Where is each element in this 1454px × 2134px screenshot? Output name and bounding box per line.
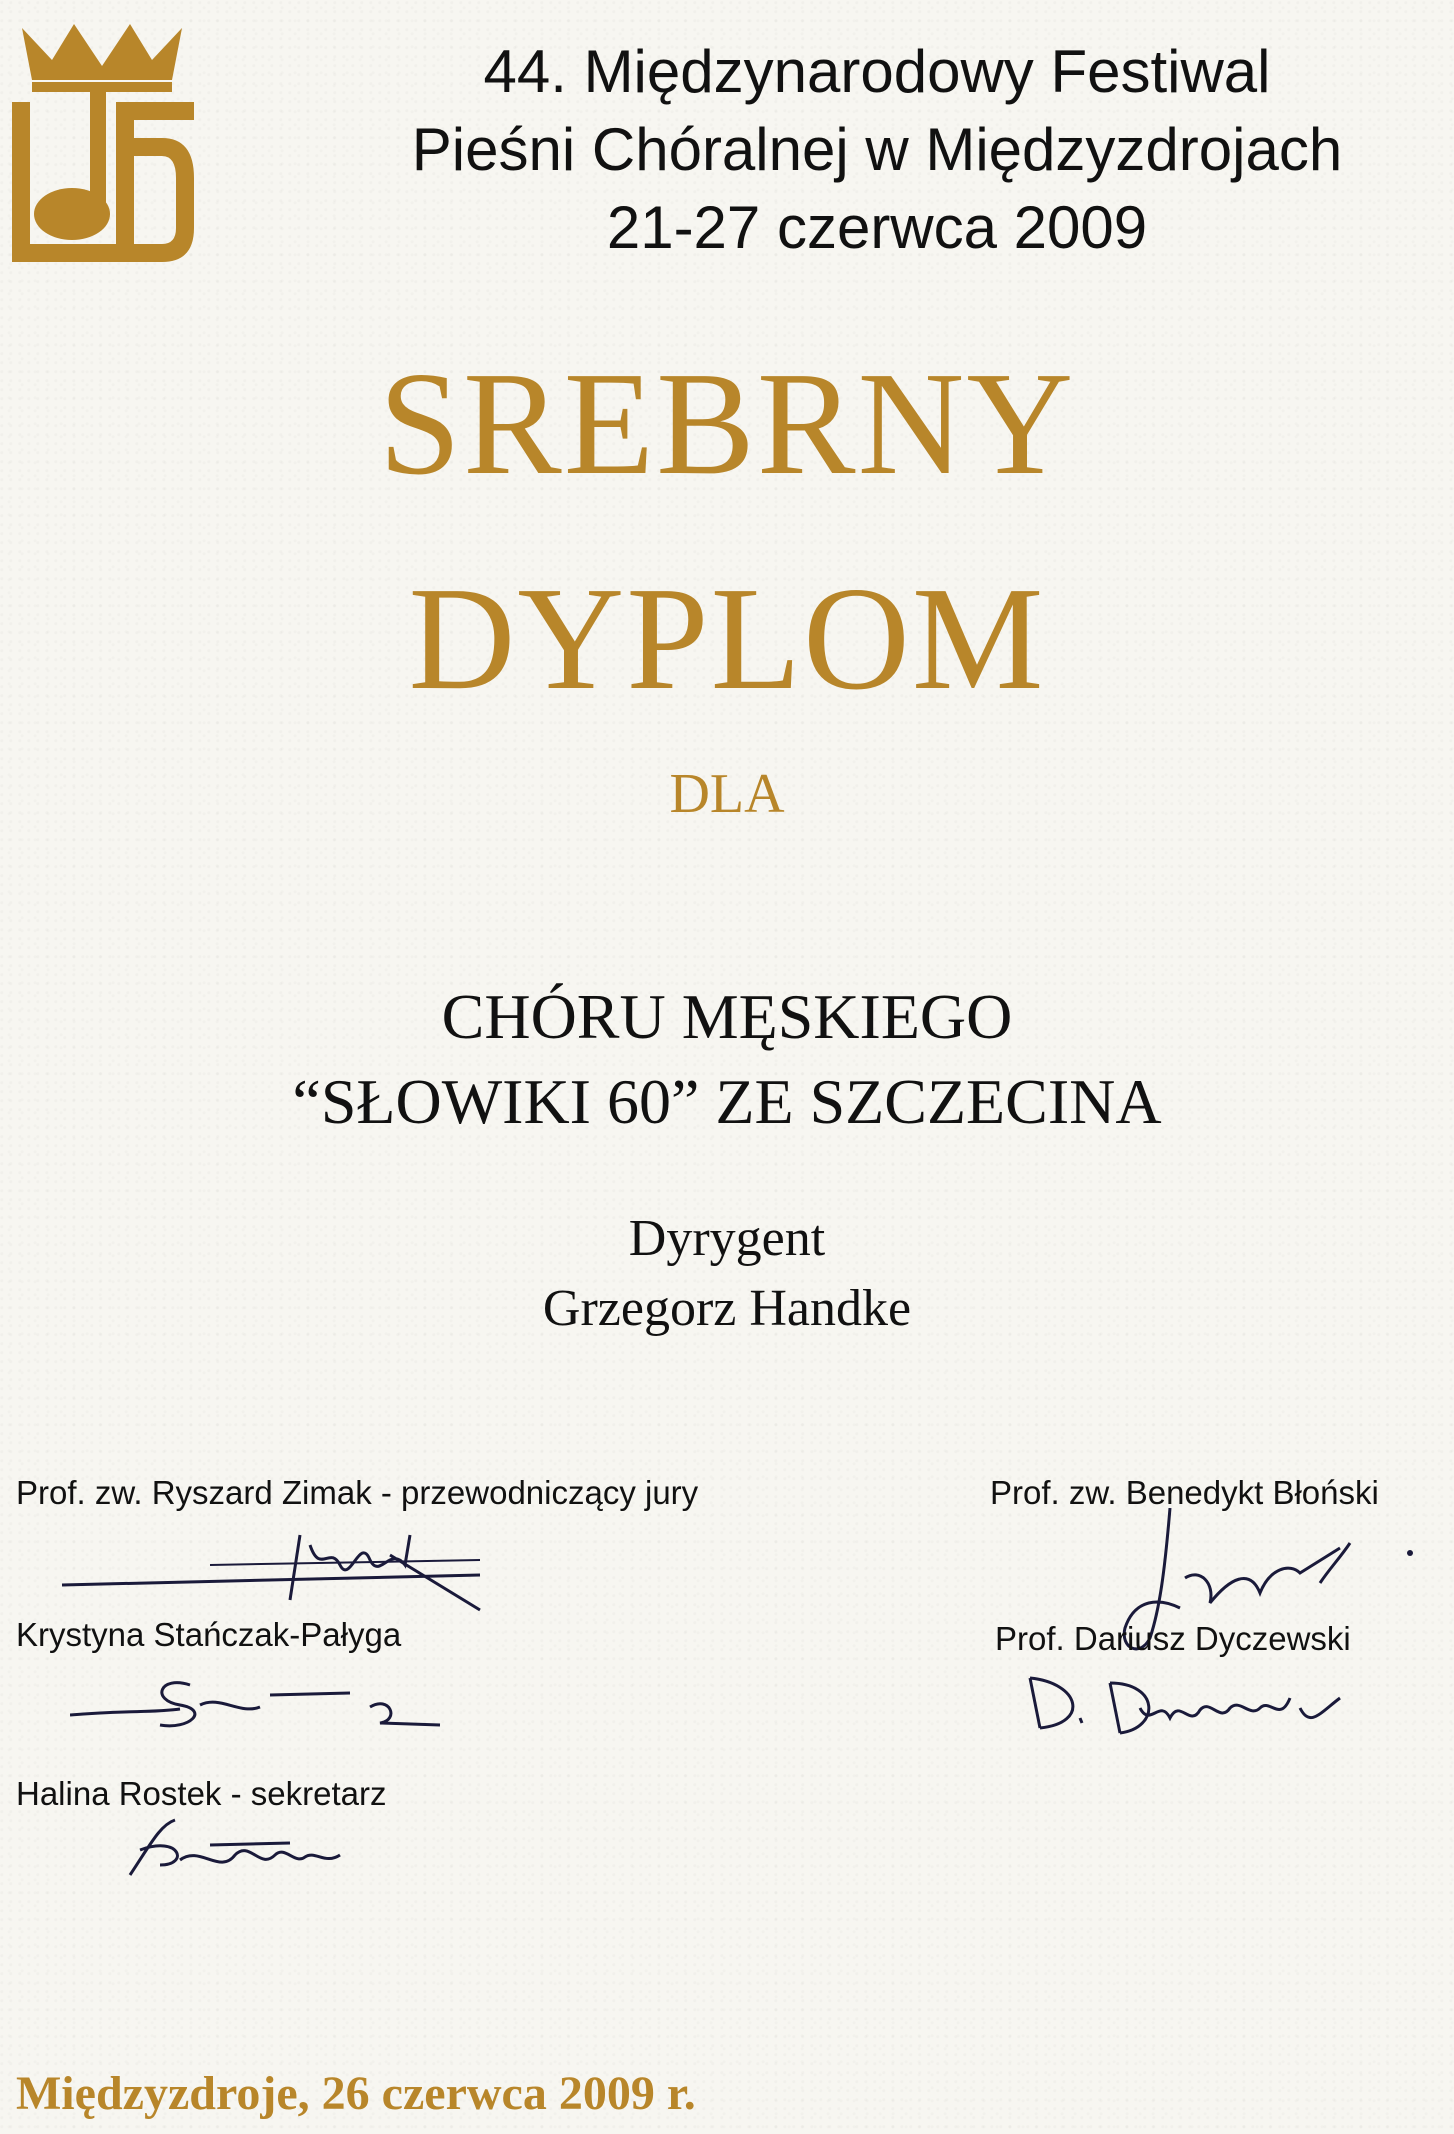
signature-rostek [120,1805,350,1895]
recipient-line-2: “SŁOWIKI 60” ZE SZCZECINA [292,1066,1162,1137]
jury-member-blonski: Prof. zw. Benedykt Błoński [990,1474,1379,1511]
jury-secretary-rostek: Halina Rostek - sekretarz [16,1775,387,1812]
signature-dyczewski [1020,1668,1360,1758]
conductor-name: Grzegorz Handke [542,1280,912,1337]
diploma-title-srebrny: SREBRNY [378,342,1076,506]
festival-title-line-2: Pieśni Chóralnej w Międzyzdrojach [411,116,1343,183]
festival-dates: 21-27 czerwca 2009 [606,194,1148,261]
place-and-date: Międzyzdroje, 26 czerwca 2009 r. [16,2067,696,2120]
crown-music-note-logo-icon [12,18,194,264]
signature-zimak [60,1505,500,1615]
festival-title-line-1: 44. Międzynarodowy Festiwal [483,38,1271,105]
jury-chair-name: Prof. zw. Ryszard Zimak - przewodniczący jury [16,1474,699,1511]
conductor-label: Dyrygent [628,1210,826,1267]
for-label: DLA [669,763,785,825]
signature-stanczak [70,1665,450,1745]
recipient-line-1: CHÓRU MĘSKIEGO [441,981,1013,1052]
jury-member-dyczewski: Prof. Dariusz Dyczewski [995,1620,1351,1657]
diploma-title-dyplom: DYPLOM [408,557,1046,721]
jury-member-stanczak: Krystyna Stańczak-Pałyga [16,1616,402,1653]
